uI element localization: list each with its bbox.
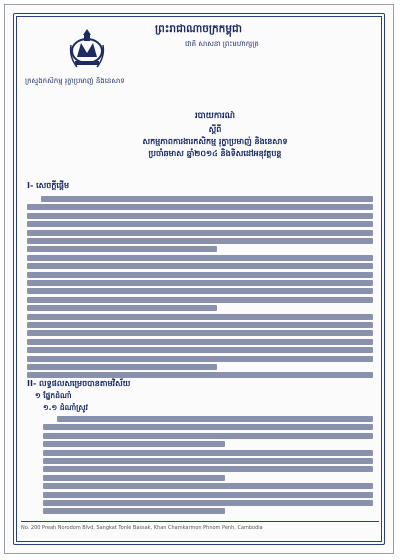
text-line bbox=[43, 483, 373, 489]
text-line bbox=[57, 416, 373, 422]
text-line bbox=[27, 221, 373, 227]
text-line bbox=[27, 246, 217, 252]
text-line bbox=[43, 433, 373, 439]
text-line bbox=[27, 356, 373, 362]
text-line bbox=[27, 372, 373, 378]
text-line bbox=[27, 347, 373, 353]
text-line bbox=[27, 213, 373, 219]
text-line bbox=[43, 492, 373, 498]
section-2-subheading: ១ ផ្នែកដំណាំ bbox=[35, 391, 72, 400]
kingdom-header: ព្រះរាជាណាចក្រកម្ពុជា bbox=[155, 23, 243, 35]
text-line bbox=[43, 508, 225, 514]
text-line bbox=[43, 466, 373, 472]
text-line bbox=[27, 204, 373, 210]
text-line bbox=[27, 330, 373, 336]
ministry-name: ក្រសួងកសិកម្ម រុក្ខាប្រមាញ់ និងនេសាទ bbox=[25, 77, 125, 85]
doc-title-line1: សកម្មភាពការងារកសិកម្ម រុក្ខាប្រមាញ់ និងនេសាទ bbox=[142, 137, 288, 146]
text-line bbox=[27, 297, 373, 303]
text-line bbox=[27, 322, 373, 328]
national-motto: ជាតិ សាសនា ព្រះមហាក្សត្រ bbox=[185, 40, 259, 48]
text-line bbox=[27, 288, 373, 294]
document-page bbox=[4, 4, 394, 554]
text-line bbox=[27, 339, 373, 345]
section-2-item-heading: ១.១ ដំណាំស្រូវ bbox=[43, 403, 88, 412]
text-line bbox=[43, 475, 225, 481]
doc-about-label: ស្តីពី bbox=[208, 125, 222, 134]
footer-divider bbox=[21, 521, 379, 522]
doc-type-label: របាយការណ៍ bbox=[194, 111, 236, 121]
text-line bbox=[43, 450, 373, 456]
text-line bbox=[43, 424, 373, 430]
ministry-emblem-logo bbox=[67, 27, 107, 73]
text-line bbox=[27, 263, 373, 269]
text-line bbox=[27, 230, 373, 236]
text-line bbox=[27, 364, 217, 370]
footer-address: No. 200 Preah Norodom Blvd, Sangkat Tonle Bassak, Khan Chamkarmon Phnom Penh, Cambodia bbox=[21, 525, 263, 531]
doc-title-line2: ប្រចាំឆមាស ឆ្នាំ២០១៤ និងទិសដៅអនុវត្តបន្ត bbox=[148, 149, 282, 158]
text-line bbox=[43, 458, 373, 464]
text-line bbox=[43, 500, 373, 506]
section-1-heading: I- សេចក្តីផ្តើម bbox=[27, 181, 70, 190]
section-2-heading: II- លទ្ធផលសម្រេចបានតាមវិស័យ bbox=[27, 379, 131, 388]
text-line bbox=[27, 255, 373, 261]
text-line bbox=[27, 272, 373, 278]
text-line bbox=[43, 441, 225, 447]
text-line bbox=[27, 238, 373, 244]
text-line bbox=[27, 314, 373, 320]
text-line bbox=[27, 305, 217, 311]
text-line bbox=[41, 196, 373, 202]
text-line bbox=[27, 280, 373, 286]
